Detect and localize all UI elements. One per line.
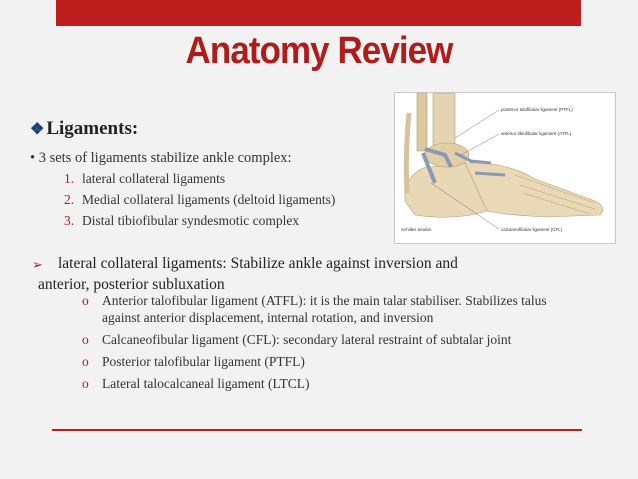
main-point-line-2: anterior, posterior subluxation: [38, 276, 225, 293]
bottom-divider: [52, 429, 582, 431]
slide-title: Anatomy Review: [185, 30, 453, 72]
ankle-ligament-illustration: [394, 92, 616, 244]
ligament-sets-list: [64, 171, 335, 234]
label-achilles: Achilles tendon: [401, 227, 432, 232]
label-ptfl: posterior talofibular ligament (PTFL): [501, 107, 573, 112]
diamond-bullet-icon: ❖: [30, 121, 45, 138]
main-point-line-1: lateral collateral ligaments: Stabilize ankle against inversion and: [58, 255, 458, 272]
list-item: 2. Medial collateral ligaments (deltoid ligaments): [64, 192, 336, 207]
intro-line: • 3 sets of ligaments stabilize ankle complex:: [30, 150, 292, 166]
top-accent-bar: [56, 0, 581, 26]
arrow-bullet-icon: ➢: [32, 257, 43, 272]
lateral-ligaments-list: [82, 292, 552, 397]
list-item: 1. lateral collateral ligaments: [64, 171, 226, 186]
list-item: 3. Distal tibiofibular syndesmotic complex: [64, 213, 300, 228]
list-item: o Posterior talofibular ligament (PTFL): [82, 354, 305, 369]
heading-text: Ligaments:: [46, 118, 139, 139]
label-cfl: calcaneofibular ligament (CFL): [501, 227, 563, 232]
label-atfl: anterior tibiofibular ligament (ATFL): [501, 131, 572, 136]
list-item: o Calcaneofibular ligament (CFL): secondary lateral restraint of subtalar joint: [82, 332, 512, 347]
section-heading: [30, 118, 138, 140]
list-item: o Lateral talocalcaneal ligament (LTCL): [82, 376, 310, 391]
list-item: o Anterior talofibular ligament (ATFL): it is the main talar stabiliser. Stabilizes talus against anterior displacement, internal rotation, and inversion: [82, 293, 547, 325]
main-point: [32, 253, 558, 295]
